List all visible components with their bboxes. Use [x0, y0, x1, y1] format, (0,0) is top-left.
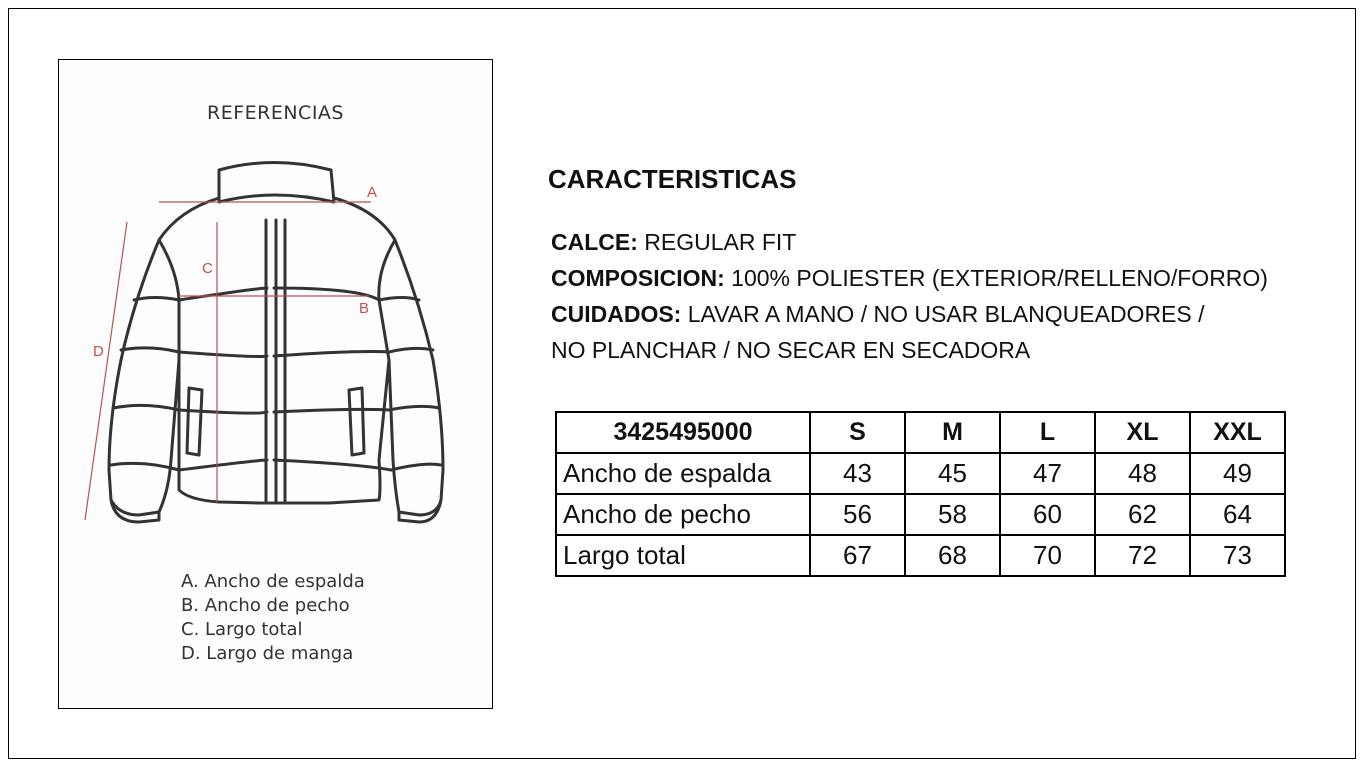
size-s: S	[810, 412, 905, 453]
references-title: REFERENCIAS	[207, 102, 344, 124]
size-xl: XL	[1095, 412, 1190, 453]
table-cell: 67	[810, 535, 905, 576]
legend-item-a: A. Ancho de espalda	[181, 571, 365, 592]
table-cell: 49	[1190, 453, 1285, 494]
composicion-value: 100% POLIESTER (EXTERIOR/RELLENO/FORRO)	[724, 265, 1268, 291]
spec-cuidados	[551, 296, 1268, 332]
specs-title: CARACTERISTICAS	[548, 164, 797, 194]
table-cell: 48	[1095, 453, 1190, 494]
row-label-ancho-pecho: Ancho de pecho	[556, 494, 810, 535]
table-cell: 68	[905, 535, 1000, 576]
size-xxl: XXL	[1190, 412, 1285, 453]
table-cell: 72	[1095, 535, 1190, 576]
size-header-row	[556, 412, 1285, 453]
marker-d: D	[93, 343, 104, 360]
cuidados-label: CUIDADOS:	[551, 301, 682, 327]
measurement-legend	[181, 570, 365, 666]
table-row	[556, 535, 1285, 576]
references-panel	[58, 59, 493, 709]
marker-a: A	[367, 184, 378, 201]
marker-b: B	[359, 300, 370, 317]
spec-composicion	[551, 260, 1268, 296]
marker-c: C	[202, 260, 213, 277]
composicion-label: COMPOSICION:	[551, 265, 725, 291]
table-cell: 43	[810, 453, 905, 494]
size-l: L	[1000, 412, 1095, 453]
table-cell: 64	[1190, 494, 1285, 535]
size-m: M	[905, 412, 1000, 453]
legend-item-c: C. Largo total	[181, 619, 303, 640]
table-cell: 62	[1095, 494, 1190, 535]
table-cell: 73	[1190, 535, 1285, 576]
legend-item-b: B. Ancho de pecho	[181, 595, 350, 616]
size-table	[555, 411, 1286, 577]
table-cell: 56	[810, 494, 905, 535]
table-row	[556, 494, 1285, 535]
product-code: 3425495000	[556, 412, 810, 453]
table-cell: 70	[1000, 535, 1095, 576]
table-cell: 45	[905, 453, 1000, 494]
spec-calce	[551, 224, 1268, 260]
calce-value: REGULAR FIT	[637, 229, 797, 255]
table-row	[556, 453, 1285, 494]
table-cell: 60	[1000, 494, 1095, 535]
table-cell: 47	[1000, 453, 1095, 494]
row-label-ancho-espalda: Ancho de espalda	[556, 453, 810, 494]
cuidados-value: LAVAR A MANO / NO USAR BLANQUEADORES /	[681, 301, 1205, 327]
spec-lines	[551, 224, 1268, 368]
legend-item-d: D. Largo de manga	[181, 643, 354, 664]
spec-cuidados-continued: NO PLANCHAR / NO SECAR EN SECADORA	[551, 337, 1031, 363]
row-label-largo-total: Largo total	[556, 535, 810, 576]
table-cell: 58	[905, 494, 1000, 535]
calce-label: CALCE:	[551, 229, 638, 255]
